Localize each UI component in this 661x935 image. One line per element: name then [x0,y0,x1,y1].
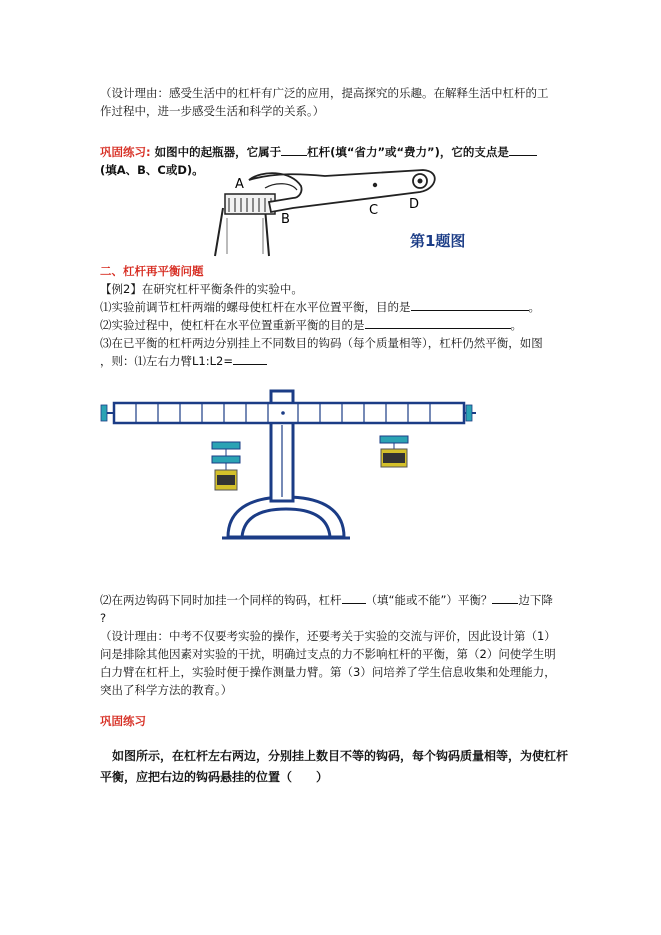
practice-2-line1: 如图所示，在杠杆左右两边，分别挂上数目不等的钩码，每个钩码质量相等，为使杠杆 [112,749,569,763]
question-4-text-b: （填“能或不能”）平衡？ [365,593,493,607]
right-weights [380,436,408,467]
practice-1-label: 巩固练习: [100,145,151,159]
point-label-b: B [281,212,290,227]
practice-2-line2: 平衡，应把右边的钩码悬挂的位置（ ） [100,770,329,784]
left-weights [212,442,240,490]
question-3-line1: ⑶在已平衡的杠杆两边分别挂上不同数目的钩码（每个质量相等），杠杆仍然平衡，如图 [100,336,543,350]
design-note-2 [100,627,570,699]
design-note-2-line3: 白力臂在杠杆上，实验时便于操作测量力臂。第（3）问培养了学生信息收集和处理能力， [100,665,556,679]
question-4-line1 [100,591,570,609]
design-note-1-line2: 作过程中，进一步感受生活和科学的关系。） [100,104,325,118]
practice-1-text-b: 杠杆(填“省力”或“费力”)，它的支点是 [307,145,509,159]
practice-2 [100,712,570,730]
practice-2-body [100,746,570,788]
question-1-text: ⑴实验前调节杠杆两端的螺母使杠杆在水平位置平衡，目的是 [100,300,411,314]
arm-ratio-blank[interactable] [233,352,267,365]
section-2-title: 二、杠杆再平衡问题 [100,264,204,278]
question-3-text: ，则：⑴左右力臂L1:L2= [100,354,233,368]
question-4 [100,591,570,627]
q1-blank[interactable] [411,298,529,311]
question-4-line2: ? [100,611,107,625]
design-note-1 [100,84,570,120]
balance-blank[interactable] [342,591,366,604]
bottle-cap [225,194,275,214]
q2-blank[interactable] [365,316,511,329]
point-label-d: D [409,197,420,212]
point-label-a: A [235,177,244,192]
bottle-opener-figure [205,168,495,258]
design-note-1-line1: （设计理由：感受生活中的杠杆有广泛的应用，提高探究的乐趣。在解释生活中杠杆的工 [100,86,549,100]
lever-bar [114,403,464,423]
right-balance-nut [466,405,472,421]
section-2 [100,262,570,370]
question-2-text: ⑵实验过程中，使杠杆在水平位置重新平衡的目的是 [100,318,365,332]
design-note-2-line2: 问是排除其他因素对实验的干扰，明确过支点的力不影响杠杆的平衡，第（2）问使学生明 [100,647,556,661]
question-1-end: 。 [528,300,540,314]
design-note-2-line1: （设计理由：中考不仅要考实验的操作，还要考关于实验的交流与评价，因此设计第（1） [100,629,556,643]
question-4-text-a: ⑵在两边钩码下同时加挂一个同样的钩码，杠杆 [100,593,342,607]
figure1-caption: 第1题图 [410,232,466,250]
stand-base [228,497,344,537]
practice-1-line2: (填A、B、C或D)。 [100,163,204,177]
practice-1-line1 [100,143,570,161]
left-balance-nut [101,405,107,421]
side-blank[interactable] [492,591,518,604]
question-1 [100,298,570,316]
bottle-outline [215,208,269,256]
point-label-c: C [369,203,379,218]
fulcrum-pivot [281,411,285,415]
practice-2-label: 巩固练习 [100,714,146,728]
fulcrum-blank[interactable] [509,143,537,156]
question-4-text-c: 边下降 [518,593,553,607]
question-2-end: 。 [510,318,522,332]
question-2 [100,316,570,334]
design-note-2-line4: 突出了科学方法的教育。） [100,683,233,697]
opener-body [249,170,435,212]
example-2-intro: 【例2】在研究杠杆平衡条件的实验中。 [100,282,303,296]
lever-type-blank[interactable] [281,143,307,156]
practice-1-text-a: 如图中的起瓶器，它属于 [154,145,282,159]
question-3-line2 [100,352,570,370]
lever-balance-figure [98,385,478,545]
